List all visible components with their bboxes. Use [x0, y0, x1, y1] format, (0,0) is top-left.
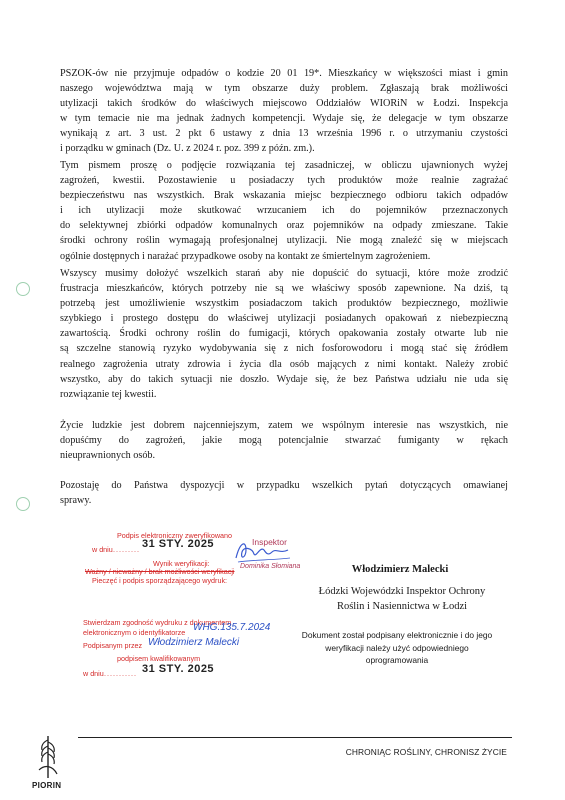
stamp-date-value: 31 STY. 2025	[142, 538, 215, 550]
text-line: dopuśćmy do zagrożeń, jakie mogą potencjalnie stwarzać fumiganty w rękach	[60, 435, 508, 447]
footer-divider	[78, 737, 512, 738]
note-line: weryfikacji należy użyć odpowiedniego	[325, 642, 469, 653]
text-line: frustracja mieszkańców, których potrzeby nie są we właściwy sposób zapewnione. Na dziś, tą	[60, 283, 508, 295]
stamp-signature-label: Pieczęć i podpis sporządzającego wydruk:	[92, 576, 228, 585]
footer-slogan: CHRONIĄC ROŚLINY, CHRONISZ ŻYCIE	[345, 747, 507, 757]
signatory-title	[296, 584, 508, 614]
text-line: szybkiego i prostego dostępu do właściwej utylizacji posiadanych opakowań z niebezpieczną	[60, 313, 508, 325]
stamp-date2-prefix: w dniu	[83, 669, 104, 678]
inspector-stamp-label: Inspektor	[252, 537, 287, 547]
paragraph-3	[60, 266, 508, 402]
paragraph-4	[60, 418, 508, 463]
paragraph-1	[60, 66, 508, 157]
text-line: środki ochrony roślin wymagają profesjonalnej utylizacji. Nie mogą znaleźć się w miejscach	[60, 235, 508, 247]
stamp-signed-label: Podpis elektroniczny zweryfikowano	[117, 531, 233, 540]
stamp-verification-options: Ważny / nieważny / brak możliwości weryfikacji	[85, 567, 235, 576]
text-line: bezpieczeństwu nas wszystkich. Brak wskazania miejsc bezpiecznego odbioru takich odpadów	[60, 190, 508, 202]
punch-hole-bottom	[16, 497, 30, 511]
text-line: ogólnie dostępnych i narażać przypadkowe osoby na kontakt ze śmiertelnym zagrożeniem.	[60, 250, 431, 262]
signatory-title-line1: Łódzki Wojewódzki Inspektor Ochrony	[318, 586, 486, 597]
paragraph-2	[60, 158, 508, 264]
stamp-date2-dots: ...........	[104, 669, 137, 678]
text-line: są szczelne stanowią ryzyko wydobywania się z nich fosforowodoru i mogą stać się źródłem	[60, 343, 508, 355]
inspector-stamp-name: Dominika Słomiana	[240, 563, 301, 570]
electronic-signature-note	[283, 629, 511, 667]
text-line: PSZOK-ów nie przyjmuje odpadów o kodzie 20 01 19*. Mieszkańcy w większości miast i gmin	[60, 68, 508, 79]
text-line: Wszyscy musimy dołożyć wszelkich starań aby nie dopuścić do sytuacji, które może zrodzić	[60, 268, 508, 279]
stamp-verification-label: Wynik weryfikacji:	[153, 559, 210, 568]
text-line: i ich utylizacji może skutkować wrzucaniem ich do pojemników przeznaczonych	[60, 205, 508, 217]
signatory-title-line2: Roślin i Nasiennictwa w Łodzi	[336, 601, 468, 612]
compliance-label-1: Stwierdzam zgodność wydruku z dokumentem	[83, 618, 232, 627]
stamp-date-dots: .........	[113, 545, 140, 554]
compliance-id: WHG.135.7.2024	[193, 622, 271, 633]
note-line: oprogramowania	[365, 655, 429, 665]
text-line: wynikają z art. 3 ust. 2 pkt 6 ustawy z dnia 13 września 1996 r. o utrzymaniu czystości	[60, 128, 508, 140]
text-line: Pozostaję do Państwa dyspozycji w przypadku wszelkich pytań dotyczących omawianej	[60, 480, 508, 491]
paragraph-5	[60, 478, 508, 508]
text-line: zawartością. Środki ochrony roślin do fumigacji, których opakowania zostały otwarte lub nie	[60, 328, 508, 340]
piorin-logo-text: PIORIN	[32, 781, 62, 790]
text-line: sprawy.	[60, 495, 92, 507]
signed-by-name: Włodzimierz Malecki	[148, 637, 240, 648]
text-line: nieuprawnionych osób.	[60, 450, 156, 462]
text-line: zagrożeń, kwestii. Pozostawienie u posiadaczy tych produktów może realnie zagrażać	[60, 175, 508, 187]
text-line: wszystko, aby do takich sytuacji nie doszło. Wydaje się, że bez Państwa udziału nie uda się	[60, 373, 508, 385]
compliance-label-2: elektronicznym o identyfikatorze	[83, 628, 186, 637]
text-line: w tym temacie nie ma jednak żadnych kompetencji. Wydaje się, że delegacje w tym obszarze	[60, 113, 508, 125]
text-line: potrzebą jest umożliwienie wszystkim posiadaczom takich produktów bezpiecznego, możliwie	[60, 298, 508, 310]
text-line: naszego województwa mają w tym obszarze duży problem. Zgłaszają brak możliwości	[60, 83, 508, 95]
text-line: Życie ludzkie jest dobrem najcenniejszym, zatem we wspólnym interesie nas wszystkich, nie	[60, 420, 508, 431]
text-line: utylizacji takich środków do właściwych miejscowo Oddziałów WIORiN w Łodzi. Inspekcja	[60, 98, 508, 110]
signed-by-label: Podpisanym przez	[83, 641, 143, 650]
note-line: Dokument został podpisany elektronicznie i do jego	[301, 630, 493, 640]
text-line: realnego zagrożenia utraty zdrowia i życia dla osób mających z nimi kontakt. Należy zrobić	[60, 358, 508, 370]
signatory-name: Włodzimierz Malecki	[351, 564, 449, 575]
text-line: Tym pismem proszę o podjęcie rozwiązania tej zasadniczej, w obliczu ujawnionych wyżej	[60, 160, 508, 171]
stamp-date-prefix: w dniu	[92, 545, 113, 554]
text-line: i porządku w gminach (Dz. U. z 2024 r. poz. 399 z późn. zm.).	[60, 143, 315, 155]
text-line: do selektywnej zbiórki odpadów komunalnych oraz pojemników na odpady zmieszane. Takie	[60, 220, 508, 232]
punch-hole-top	[16, 282, 30, 296]
qualified-label: podpisem kwalifikowanym	[117, 654, 201, 663]
inspector-signature	[232, 536, 292, 566]
text-line: rozwiązanie tej kwestii.	[60, 388, 157, 400]
stamp-date2-value: 31 STY. 2025	[142, 663, 215, 675]
